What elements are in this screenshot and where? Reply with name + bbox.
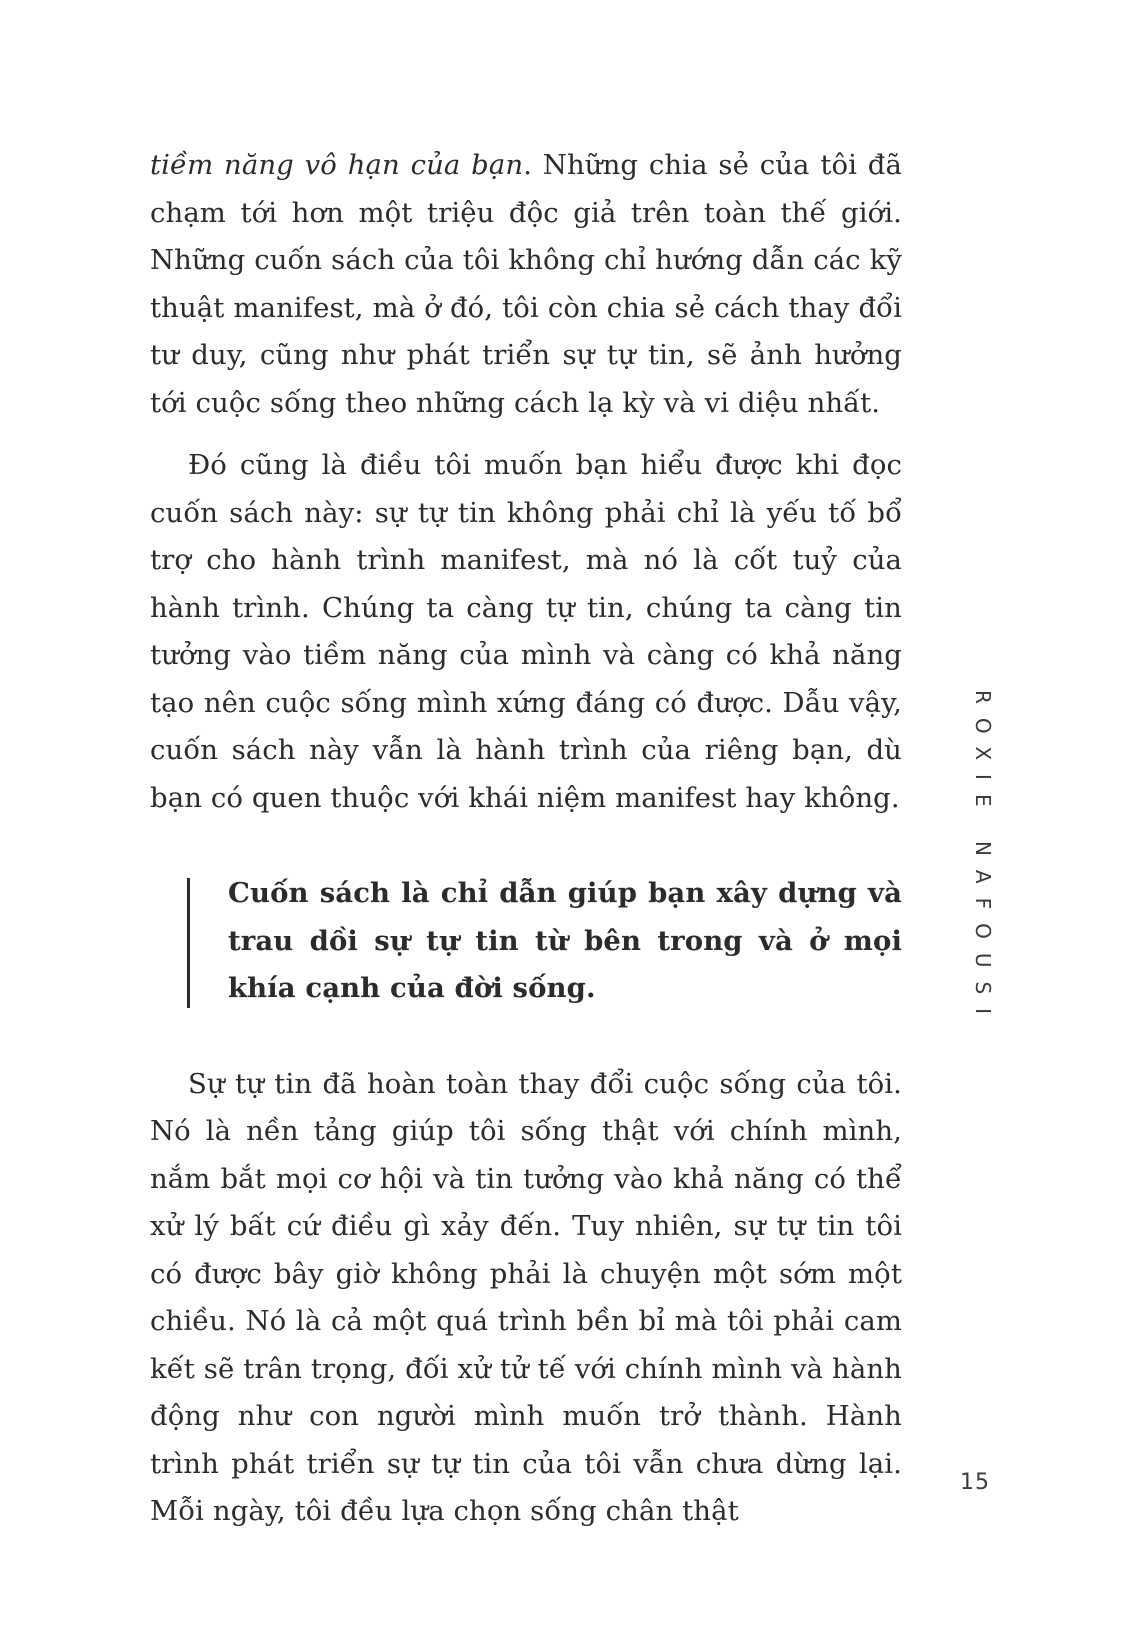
paragraph-1-italic-lead: tiềm năng vô hạn của bạn: [150, 149, 524, 181]
pull-quote-text: Cuốn sách là chỉ dẫn giúp bạn xây dựng và trau dồi sự tự tin từ bên trong và ở mọi khía cạnh của đời sống.: [228, 877, 902, 1004]
running-head-author: [968, 690, 998, 1028]
pull-quote-bar: [187, 878, 190, 1008]
paragraph-3: Sự tự tin đã hoàn toàn thay đổi cuộc sống của tôi. Nó là nền tảng giúp tôi sống thật với chính mình, nắm bắt mọi cơ hội và tin tưởng vào khả năng có thể xử lý bất cứ điều gì xảy đến. Tuy nhiên, sự tự tin tôi có được bây giờ không phải là chuyện một sớm một chiều. Nó là cả một quá trình bền bỉ mà tôi phải cam kết sẽ trân trọng, đối xử tử tế với chính mình và hành động như con người mình muốn trở thành. Hành trình phát triển sự tự tin của tôi vẫn chưa dừng lại. Mỗi ngày, tôi đều lựa chọn sống chân thật: [150, 1067, 902, 1527]
pull-quote: [150, 870, 902, 1013]
paragraph-2: Đó cũng là điều tôi muốn bạn hiểu được khi đọc cuốn sách này: sự tự tin không phải chỉ là yếu tố bổ trợ cho hành trình manifest, mà nó là cốt tuỷ của hành trình. Chúng ta càng tự tin, chúng ta càng tin tưởng vào tiềm năng của mình và càng có khả năng tạo nên cuộc sống mình xứng đáng có được. Dẫu vậy, cuốn sách này vẫn là hành trình của riêng bạn, dù bạn có quen thuộc với khái niệm manifest hay không.: [150, 449, 902, 814]
paragraph-1-text: . Những chia sẻ của tôi đã chạm tới hơn một triệu độc giả trên toàn thế giới. Những cuốn sách của tôi không chỉ hướng dẫn các kỹ thuật manifest, mà ở đó, tôi còn chia sẻ cách thay đổi tư duy, cũng như phát triển sự tự tin, sẽ ảnh hưởng tới cuộc sống theo những cách lạ kỳ và vi diệu nhất.: [150, 149, 902, 419]
page-number: 15: [960, 1470, 990, 1495]
main-text-column: [150, 142, 902, 1536]
paragraph-1: [150, 142, 902, 427]
running-head-text: ROXIE NAFOUSI: [971, 690, 995, 1029]
